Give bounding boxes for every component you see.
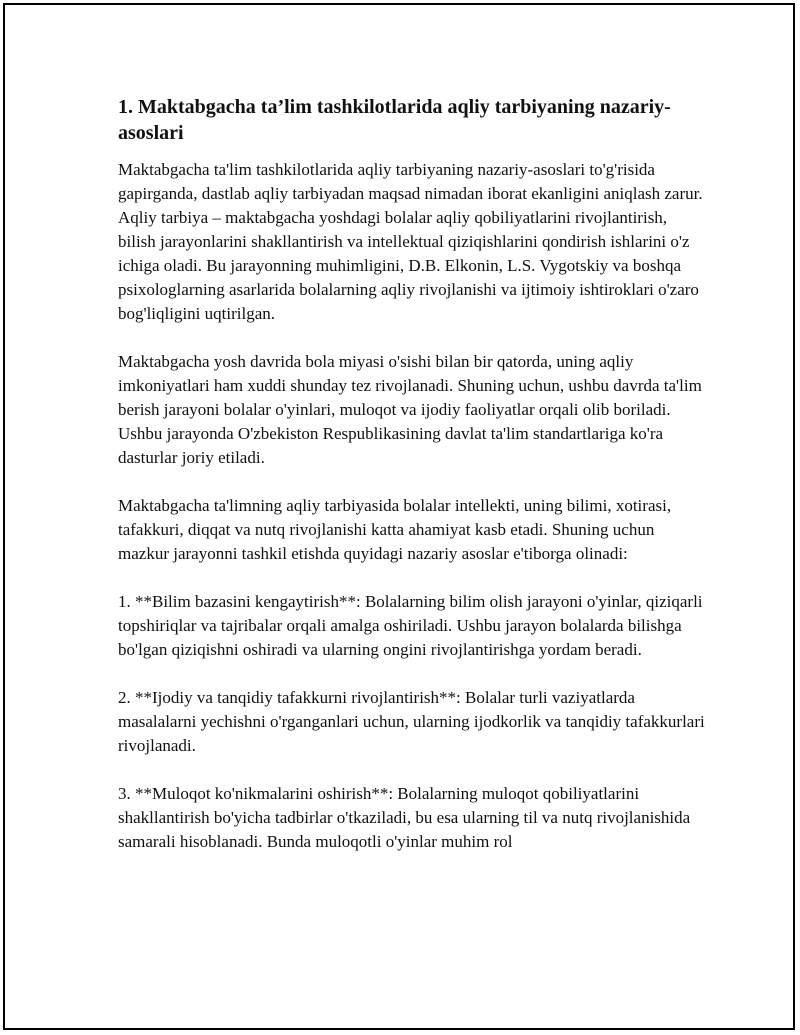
- document-title: 1. Maktabgacha ta’lim tashkilotlarida aqliy tarbiyaning nazariy-asoslari: [118, 96, 671, 144]
- paragraph-intro: Maktabgacha ta'lim tashkilotlarida aqliy tarbiyaning nazariy-asoslari to'g'risida gapirganda, dastlab aqliy tarbiyadan maqsad nimadan iborat ekanligini aniqlash zarur. Aqliy tarbiya – maktabgacha yoshdagi bolalar aqliy qobiliyatlarini rivojlantirish, bilish jarayonlarini shakllantirish va intellektual qiziqishlarini qondirish ishlarini o'z ichiga oladi. Bu jarayonning muhimligini, D.B. Elkonin, L.S. Vygotskiy va boshqa psixologlarning asarlarida bolalarning aqliy rivojlanishi va ijtimoiy ishtiroklari o'zaro bog'liqligini uqtirilgan.: [118, 160, 703, 323]
- list-item-knowledge-base: 1. **Bilim bazasini kengaytirish**: Bolalarning bilim olish jarayoni o'yinlar, qiziqarli topshiriqlar va tajribalar orqali amalga oshiriladi. Ushbu jarayon bolalarda bilishga bo'lgan qiziqishni oshiradi va ularning ongini rivojlantirishga yordam beradi.: [118, 592, 703, 659]
- paragraph-age-period: Maktabgacha yosh davrida bola miyasi o'sishi bilan bir qatorda, uning aqliy imkoniyatlari ham xuddi shunday tez rivojlanadi. Shuning uchun, ushbu davrda ta'lim berish jarayoni bolalar o'yinlari, muloqot va ijodiy faoliyatlar orqali olib boriladi. Ushbu jarayonda O'zbekiston Respublikasining davlat ta'lim standartlariga ko'ra dasturlar joriy etiladi.: [118, 352, 702, 467]
- list-item-creative-thinking: 2. **Ijodiy va tanqidiy tafakkurni rivojlantirish**: Bolalar turli vaziyatlarda masalalarni yechishni o'rganganlari uchun, ularning ijodkorlik va tanqidiy tafakkurlari rivojlanadi.: [118, 688, 705, 755]
- paragraph-foundations: Maktabgacha ta'limning aqliy tarbiyasida bolalar intellekti, uning bilimi, xotirasi, tafakkuri, diqqat va nutq rivojlanishi katta ahamiyat kasb etadi. Shuning uchun mazkur jarayonni tashkil etishda quyidagi nazariy asoslar e'tiborga olinadi:: [118, 496, 672, 563]
- list-item-communication-skills: 3. **Muloqot ko'nikmalarini oshirish**: Bolalarning muloqot qobiliyatlarini shakllantirish bo'yicha tadbirlar o'tkaziladi, bu esa ularning til va nutq rivojlanishida samarali hisoblanadi. Bunda muloqotli o'yinlar muhim rol: [118, 784, 691, 851]
- document-body: [118, 94, 708, 878]
